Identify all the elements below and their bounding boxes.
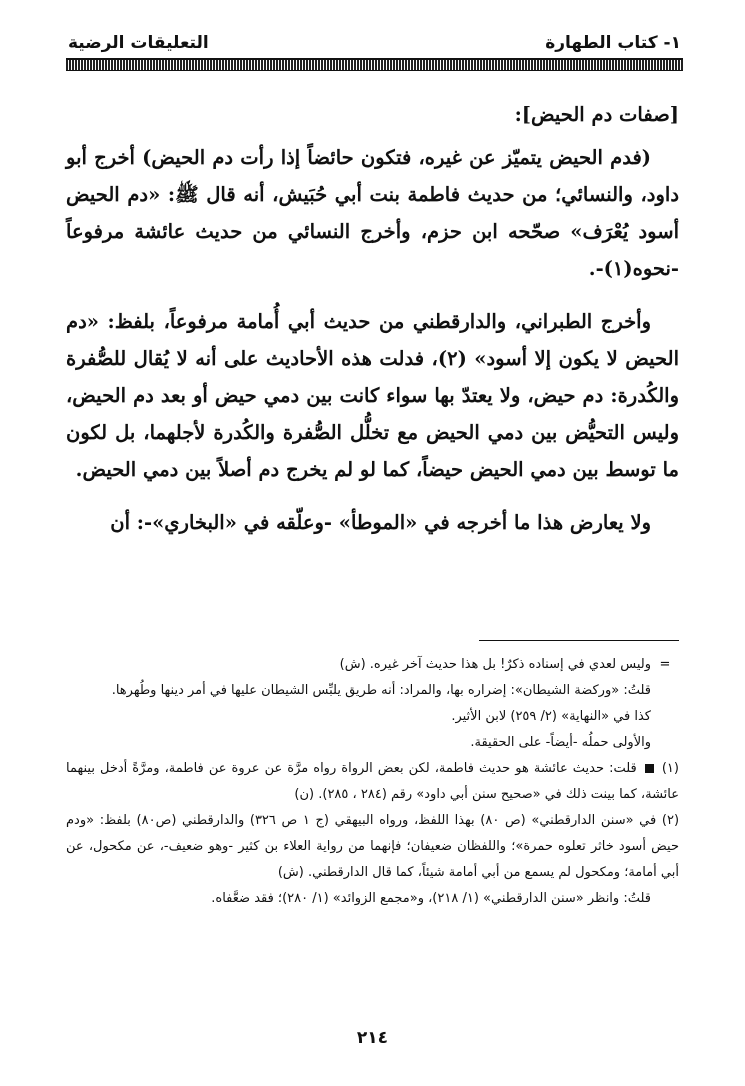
section-heading: [صفات دم الحيض]: — [514, 103, 679, 126]
paragraph-2: وأخرج الطبراني، والدارقطني من حديث أبي أُمامة مرفوعاً، بلفظ: «دم الحيض لا يكون إلا أسود» (٢)، فدلت هذه الأحاديث على أنه لا يُقال للصُّفرة والكُدرة: دم حيض، ولا يعتدّ بها سواء كانت بين دمي حيض أو بعد دم الحيض، وليس التحيُّض بين دمي الحيض مع تخلُّل الصُّفرة والكُدرة لأجلهما، بل لكون ما توسط بين دمي الحيض حيضاً، كما لو لم يخرج دم أصلاً بين دمي الحيض. — [66, 310, 679, 481]
footnote-separator — [479, 640, 679, 641]
footnotes — [66, 652, 679, 912]
footnote-1 — [66, 756, 679, 808]
page-number: ٢١٤ — [356, 1028, 389, 1048]
footnote-continuation — [66, 652, 679, 678]
footnote-1-number: (١) — [661, 761, 679, 776]
book-title: التعليقات الرضية — [68, 33, 209, 53]
footnote-2-text: في «سنن الدارقطني» (ص ٨٠) بهذا اللفظ، ورواه البيهقي (ج ١ ص ٣٢٦) والدارقطني (ص٨٠) بلفظ: «ودم حيض أسود خاثر تعلوه حمرة»؛ واللفظان ضعيفان؛ فإنهما من رواية العلاء بن كثير -وهو ضعيف-، عن مكحول، عن أبي أمامة؛ ومكحول لم يسمع من أبي أمامة شيئاً، كما قال الدارقطني. (ش) — [66, 813, 679, 880]
continuation-marker: = — [659, 657, 671, 672]
footnote-line: وليس لعدي في إسناده ذكرٌ! بل هذا حديث آخر غيره. (ش) — [339, 657, 651, 672]
chapter-title: ١- كتاب الطهارة — [545, 33, 681, 53]
paragraph-1: (فدم الحيض يتميّز عن غيره، فتكون حائضاً إذا رأت دم الحيض) أخرج أبو داود، والنسائي؛ من حديث فاطمة بنت أبي حُبَيش، أنه قال ﷺ: «دم الحيض أسود يُعْرَف» صحّحه ابن حزم، وأخرج النسائي من حديث عائشة مرفوعاً -نحوه(١)-. — [66, 146, 679, 280]
footnote-line: قلتُ: «وركضة الشيطان»: إضراره بها، والمراد: أنه طريق يلبِّس الشيطان عليها في أمر دينها وطُهرها. — [111, 683, 651, 698]
footnote-2 — [66, 808, 679, 886]
footnote-1-text: قلت: حديث عائشة هو حديث فاطمة، لكن بعض الرواة رواه مرَّة عن عروة عن فاطمة، ومرَّةً أدخل بينهما عائشة، كما بينت ذلك في «صحيح سنن أبي داود» رقم (٢٨٤ ، ٢٨٥). (ن) — [66, 761, 679, 802]
footnote-line: كذا في «النهاية» (٢/ ٢٥٩) لابن الأثير. — [451, 709, 651, 724]
square-marker-icon — [645, 764, 654, 773]
running-header — [68, 30, 681, 56]
footnote-2-extra: قلتُ: وانظر «سنن الدارقطني» (١/ ٢١٨)، و«مجمع الزوائد» (١/ ٢٨٠)؛ فقد ضعَّفاه. — [211, 891, 651, 906]
paragraph-3: ولا يعارض هذا ما أخرجه في «الموطأ» -وعلّقه في «البخاري»-: أن — [110, 511, 651, 534]
main-text — [66, 96, 679, 557]
header-rule — [66, 58, 683, 71]
footnote-line: والأولى حملُه -أيضاً- على الحقيقة. — [470, 735, 651, 750]
footnote-2-number: (٢) — [661, 813, 680, 828]
